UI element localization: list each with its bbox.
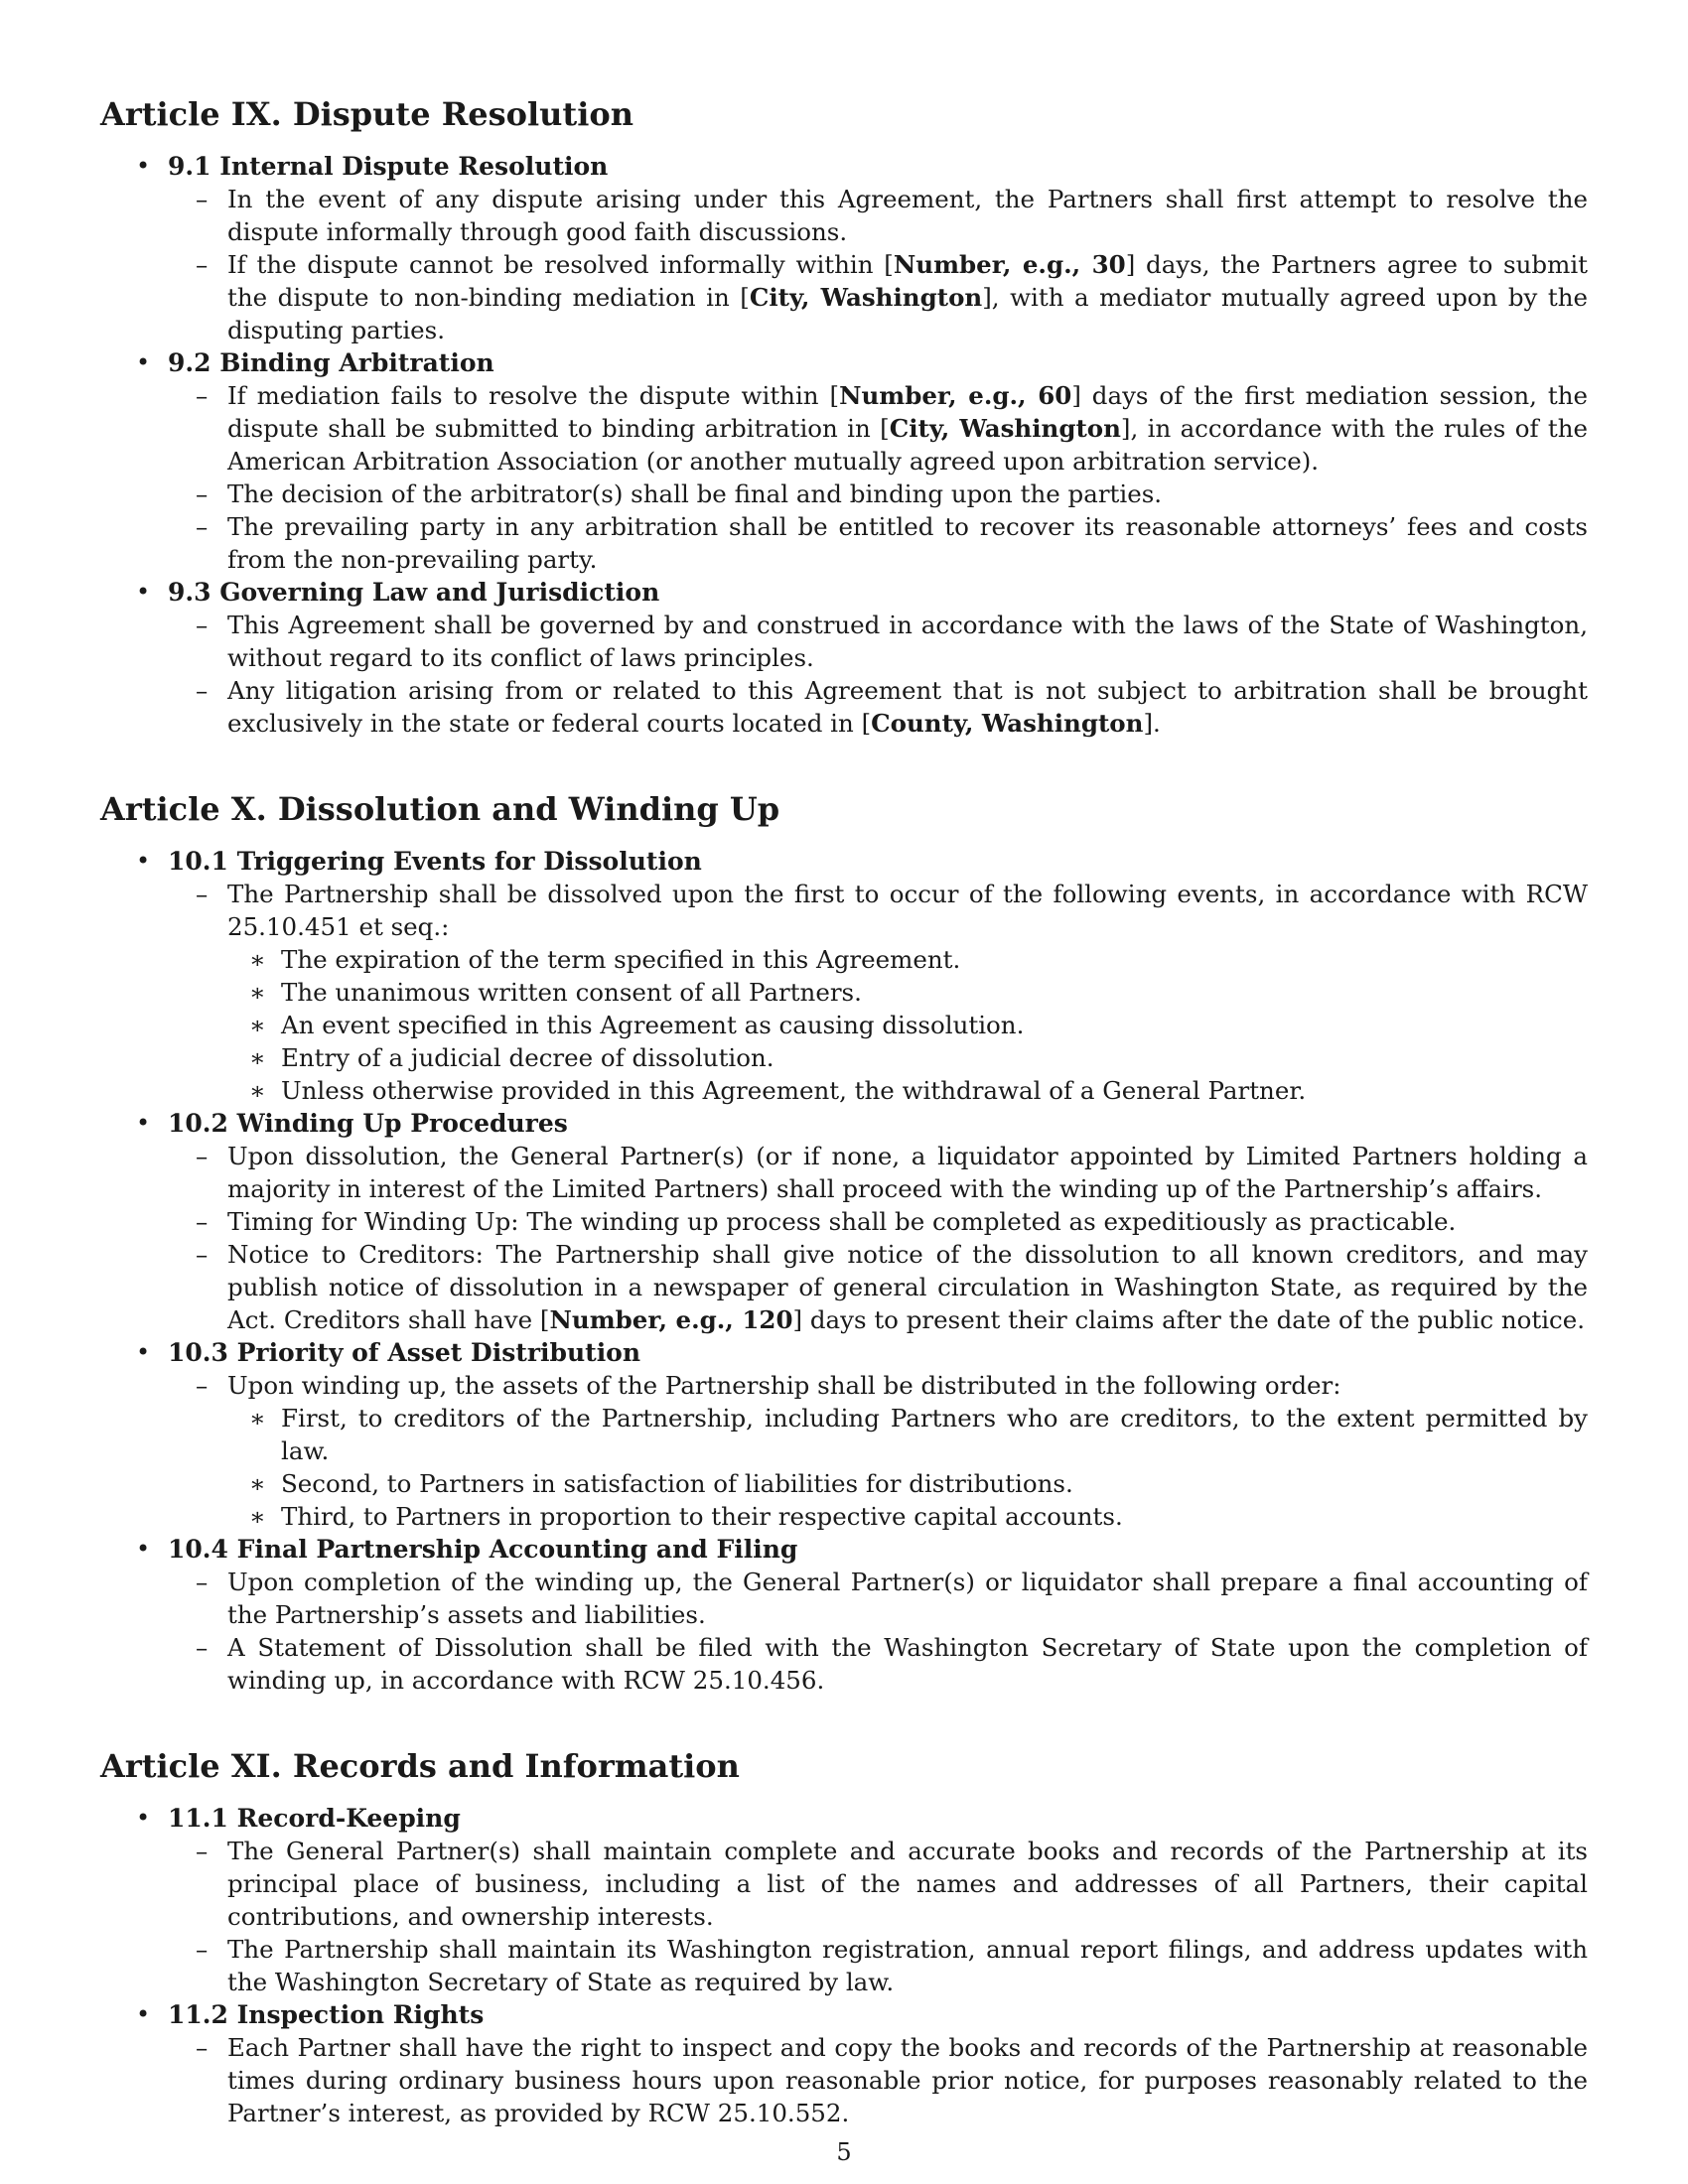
list-item: [168, 1369, 1588, 1533]
asterisk-bullet-icon: ∗: [249, 1076, 266, 1105]
dash-bullet-icon: –: [196, 1633, 209, 1662]
text-segment: Each Partner shall have the right to inspect and copy the books and records of the Partnership at reasonable times during ordinary business hours upon reasonable prior notice, for purposes reasonably related to the Partner’s interest, as provided by RCW 25.10.552.: [227, 2033, 1588, 2127]
item-text: [227, 1207, 1456, 1236]
list-item: [168, 609, 1588, 674]
section-title: 10.2 Winding Up Procedures: [168, 1109, 568, 1138]
dash-bullet-icon: –: [196, 1207, 209, 1236]
item-text: [227, 1371, 1341, 1400]
item-text: [227, 1935, 1588, 1996]
dash-bullet-icon: –: [196, 1142, 209, 1170]
sub-list-item: [219, 1009, 1588, 1041]
item-list: [168, 609, 1588, 740]
dash-bullet-icon: –: [196, 611, 209, 639]
section: [100, 1998, 1588, 2129]
asterisk-bullet-icon: ∗: [249, 1502, 266, 1531]
page-number: 5: [836, 2138, 852, 2166]
text-segment: If the dispute cannot be resolved informally within [: [227, 250, 894, 279]
item-text: [227, 1240, 1588, 1334]
section: [100, 576, 1588, 740]
list-item: [168, 248, 1588, 346]
text-segment: Timing for Winding Up: The winding up process shall be completed as expeditiously as practicable.: [227, 1207, 1457, 1236]
dash-bullet-icon: –: [196, 676, 209, 705]
item-text: [227, 479, 1162, 508]
item-text: [227, 676, 1588, 738]
list-item: [168, 674, 1588, 740]
text-segment: ] days to present their claims after the date of the public notice.: [792, 1305, 1586, 1334]
dash-bullet-icon: –: [196, 1568, 209, 1596]
text-segment: Upon dissolution, the General Partner(s) (or if none, a liquidator appointed by Limited Partners holding a majority in interest of the Limited Partners) shall proceed with the winding up of the Partnership’s affairs.: [227, 1142, 1588, 1203]
asterisk-bullet-icon: ∗: [249, 1404, 266, 1433]
dash-bullet-icon: –: [196, 185, 209, 213]
list-item: [168, 2031, 1588, 2129]
section: [100, 1336, 1588, 1533]
text-segment: ] days, the Partners agree to submit the dispute to non-binding mediation in [: [227, 250, 1589, 312]
placeholder-text: County, Washington: [871, 709, 1144, 738]
dash-bullet-icon: –: [196, 1935, 209, 1964]
list-item: [168, 510, 1588, 576]
article-title: Article IX. Dispute Resolution: [100, 95, 633, 133]
list-item: [168, 878, 1588, 1107]
list-item: [168, 1835, 1588, 1933]
item-text: [227, 1837, 1588, 1931]
item-list: [168, 2031, 1588, 2129]
asterisk-bullet-icon: ∗: [249, 1043, 266, 1072]
placeholder-text: City, Washington: [749, 283, 983, 312]
asterisk-bullet-icon: ∗: [249, 978, 266, 1007]
sub-item-text: Entry of a judicial decree of dissolution.: [281, 1043, 774, 1072]
article-title: Article XI. Records and Information: [100, 1747, 740, 1785]
item-list: [168, 379, 1588, 576]
item-list: [168, 1369, 1588, 1533]
article: [100, 789, 1588, 1697]
placeholder-text: Number, e.g., 60: [839, 381, 1072, 410]
sub-list-item: [219, 1402, 1588, 1467]
sub-list-item: [219, 943, 1588, 976]
text-segment: Notice to Creditors: The Partnership shall give notice of the dissolution to all known creditors, and may publish notice of dissolution in a newspaper of general circulation in Washington State, as required by the Act. Creditors shall have [: [227, 1240, 1588, 1334]
dash-bullet-icon: –: [196, 250, 209, 279]
item-text: [227, 2033, 1588, 2127]
text-segment: A Statement of Dissolution shall be filed with the Washington Secretary of State upon the completion of winding up, in accordance with RCW 25.10.456.: [227, 1633, 1588, 1695]
text-segment: In the event of any dispute arising under this Agreement, the Partners shall first attempt to resolve the dispute informally through good faith discussions.: [227, 185, 1588, 246]
bullet-icon: •: [136, 578, 151, 606]
section: [100, 845, 1588, 1107]
section-title: 10.3 Priority of Asset Distribution: [168, 1338, 641, 1367]
text-segment: This Agreement shall be governed by and construed in accordance with the laws of the State of Washington, without regard to its conflict of laws principles.: [227, 611, 1588, 672]
text-segment: If mediation fails to resolve the dispute within [: [227, 381, 840, 410]
subitem-list: [219, 1402, 1588, 1533]
list-item: [168, 1933, 1588, 1998]
dash-bullet-icon: –: [196, 2033, 209, 2062]
item-text: [227, 1142, 1588, 1203]
item-text: [227, 880, 1588, 941]
sub-item-text: The expiration of the term specified in this Agreement.: [281, 945, 961, 974]
item-text: [227, 512, 1588, 574]
sub-item-text: First, to creditors of the Partnership, including Partners who are creditors, to the extent permitted by law.: [281, 1404, 1588, 1465]
text-segment: ] days of the first mediation session, the dispute shall be submitted to binding arbitration in [: [227, 381, 1589, 443]
item-text: [227, 250, 1588, 344]
item-text: [227, 611, 1588, 672]
article: [100, 94, 1588, 740]
list-item: [168, 1205, 1588, 1238]
text-segment: The decision of the arbitrator(s) shall be final and binding upon the parties.: [227, 479, 1163, 508]
section: [100, 346, 1588, 576]
section: [100, 1107, 1588, 1336]
sub-list-item: [219, 1041, 1588, 1074]
item-list: [168, 1566, 1588, 1697]
bullet-icon: •: [136, 1338, 151, 1366]
placeholder-text: Number, e.g., 30: [893, 250, 1126, 279]
sub-list-item: [219, 1074, 1588, 1107]
text-segment: Any litigation arising from or related to this Agreement that is not subject to arbitration shall be brought exclusively in the state or federal courts located in [: [227, 676, 1588, 738]
text-segment: The prevailing party in any arbitration shall be entitled to recover its reasonable attorneys’ fees and costs from the non-prevailing party.: [227, 512, 1588, 574]
sub-item-text: Second, to Partners in satisfaction of liabilities for distributions.: [281, 1469, 1073, 1498]
list-item: [168, 1140, 1588, 1205]
list-item: [168, 183, 1588, 248]
dash-bullet-icon: –: [196, 479, 209, 508]
text-segment: ], in accordance with the rules of the American Arbitration Association (or another mutually agreed upon arbitration service).: [227, 414, 1588, 476]
sub-item-text: Third, to Partners in proportion to their respective capital accounts.: [281, 1502, 1123, 1531]
list-item: [168, 1566, 1588, 1631]
text-segment: The General Partner(s) shall maintain complete and accurate books and records of the Partnership at its principal place of business, including a list of the names and addresses of all Partners, their capital contributions, and ownership interests.: [227, 1837, 1588, 1931]
placeholder-text: Number, e.g., 120: [549, 1305, 793, 1334]
section-title: 10.1 Triggering Events for Dissolution: [168, 847, 702, 876]
section-title: 9.3 Governing Law and Jurisdiction: [168, 578, 660, 607]
item-list: [168, 183, 1588, 346]
section: [100, 1802, 1588, 1998]
list-item: [168, 478, 1588, 510]
bullet-icon: •: [136, 1804, 151, 1832]
section-list: [100, 1802, 1588, 2129]
text-segment: Upon completion of the winding up, the General Partner(s) or liquidator shall prepare a final accounting of the Partnership’s assets and liabilities.: [227, 1568, 1588, 1629]
list-item: [168, 1238, 1588, 1336]
dash-bullet-icon: –: [196, 880, 209, 908]
dash-bullet-icon: –: [196, 1240, 209, 1269]
subitem-list: [219, 943, 1588, 1107]
bullet-icon: •: [136, 152, 151, 180]
item-text: [227, 1568, 1588, 1629]
sub-item-text: The unanimous written consent of all Partners.: [281, 978, 862, 1007]
asterisk-bullet-icon: ∗: [249, 1469, 266, 1498]
asterisk-bullet-icon: ∗: [249, 945, 266, 974]
item-list: [168, 1835, 1588, 1998]
text-segment: ], with a mediator mutually agreed upon by the disputing parties.: [227, 283, 1588, 344]
section-list: [100, 150, 1588, 740]
bullet-icon: •: [136, 1109, 151, 1137]
asterisk-bullet-icon: ∗: [249, 1011, 266, 1039]
dash-bullet-icon: –: [196, 512, 209, 541]
sub-list-item: [219, 1467, 1588, 1500]
section-title: 10.4 Final Partnership Accounting and Filing: [168, 1535, 798, 1564]
text-segment: The Partnership shall be dissolved upon the first to occur of the following events, in accordance with RCW 25.10.451 et seq.:: [227, 880, 1588, 941]
section-title: 11.1 Record-Keeping: [168, 1804, 461, 1833]
article-title: Article X. Dissolution and Winding Up: [100, 790, 780, 828]
bullet-icon: •: [136, 348, 151, 376]
item-text: [227, 1633, 1588, 1695]
article: [100, 1746, 1588, 2129]
text-segment: ].: [1143, 709, 1161, 738]
section-title: 11.2 Inspection Rights: [168, 2000, 485, 2029]
document-page: [100, 94, 1588, 2179]
bullet-icon: •: [136, 2000, 151, 2028]
item-text: [227, 185, 1588, 246]
item-list: [168, 1140, 1588, 1336]
section-title: 9.2 Binding Arbitration: [168, 348, 494, 377]
dash-bullet-icon: –: [196, 1837, 209, 1865]
sub-item-text: Unless otherwise provided in this Agreement, the withdrawal of a General Partner.: [281, 1076, 1307, 1105]
bullet-icon: •: [136, 1535, 151, 1563]
sub-list-item: [219, 976, 1588, 1009]
text-segment: The Partnership shall maintain its Washington registration, annual report filings, and address updates with the Washington Secretary of State as required by law.: [227, 1935, 1588, 1996]
bullet-icon: •: [136, 847, 151, 875]
section: [100, 150, 1588, 346]
list-item: [168, 379, 1588, 478]
dash-bullet-icon: –: [196, 1371, 209, 1400]
placeholder-text: City, Washington: [889, 414, 1121, 443]
section-title: 9.1 Internal Dispute Resolution: [168, 152, 609, 181]
item-text: [227, 381, 1588, 476]
sub-item-text: An event specified in this Agreement as causing dissolution.: [281, 1011, 1025, 1039]
dash-bullet-icon: –: [196, 381, 209, 410]
section: [100, 1533, 1588, 1697]
section-list: [100, 845, 1588, 1697]
list-item: [168, 1631, 1588, 1697]
item-list: [168, 878, 1588, 1107]
text-segment: Upon winding up, the assets of the Partnership shall be distributed in the following order:: [227, 1371, 1341, 1400]
sub-list-item: [219, 1500, 1588, 1533]
